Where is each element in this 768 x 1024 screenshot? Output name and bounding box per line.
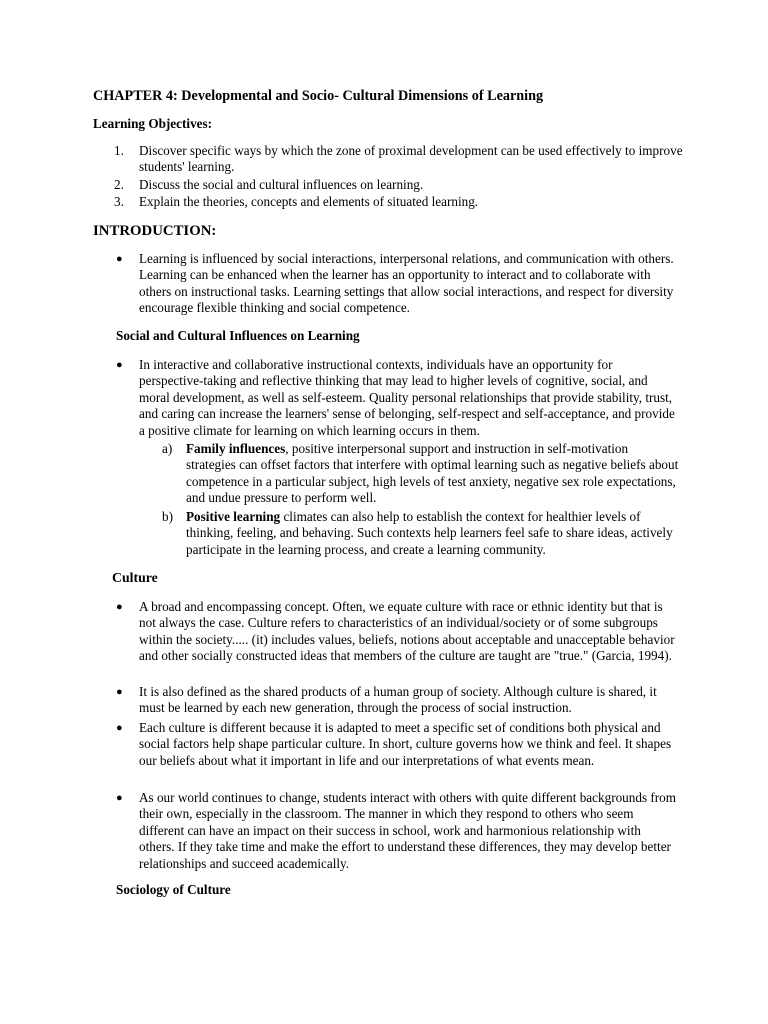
sub-item-bold: Positive learning (186, 509, 281, 524)
objectives-heading: Learning Objectives: (93, 116, 213, 131)
list-item (93, 194, 693, 210)
culture-bullet-text: A broad and encompassing concept. Often, we equate culture with race or ethnic identity but that is not always the case. Culture refers to characteristics of an individual/society or of some subgroups within the society..... (it) includes values, beliefs, notions about acceptable and unacceptable behavior and other socially constructed ideas that members of the culture are taught are "true." (Garcia, 1994). (139, 599, 675, 664)
introduction-heading: INTRODUCTION: (93, 223, 217, 239)
bullet-icon: ● (116, 792, 123, 804)
list-number: 3. (114, 194, 124, 210)
sub-item-label: b) (162, 509, 173, 524)
list-item-text: Discover specific ways by which the zone of proximal development can be used effectively to improve students' learning. (139, 143, 683, 175)
culture-heading: Culture (112, 570, 158, 585)
list-item-text: Discuss the social and cultural influences on learning. (139, 176, 424, 192)
culture-bullet (116, 599, 679, 665)
sub-item-text: climates can also help to establish the context for healthier levels of thinking, feeling, and behaving. Such contexts help learners feel safe to share ideas, actively participate in the learning process, and create a learning community. (186, 509, 673, 557)
sub-item-text: , positive interpersonal support and instruction in self-motivation strategies can offset factors that interfere with optimal learning such as negative beliefs about competence in a particular subject, high levels of test anxiety, negative sex role expectations, and undue pressure to perform well. (186, 441, 679, 506)
social-cultural-bullet (116, 357, 679, 439)
culture-bullet (116, 684, 679, 717)
sub-item-label: a) (162, 441, 173, 456)
sub-item-bold: Family influences (186, 441, 286, 456)
list-item (93, 177, 693, 193)
social-cultural-bullet-text: In interactive and collaborative instructional contexts, individuals have an opportunity for perspective-taking and reflective thinking that may lead to higher levels of cognitive, social, and moral development, as well as self-esteem. Quality personal relationships that provide stability, trust, and caring can increase the learners' sense of belonging, self-respect and self-acceptance, and provide a positive climate for learning on which learning occurs in them. (139, 357, 675, 438)
list-item (93, 143, 693, 176)
sub-item-family (162, 441, 680, 507)
culture-bullet (116, 720, 679, 769)
culture-bullet-text: Each culture is different because it is adapted to meet a specific set of conditions both physical and social factors help shape particular culture. In short, culture governs how we think and feel. It shapes our beliefs about what it important in life and our interpretations of what events mean. (139, 720, 672, 768)
sub-item-positive (162, 509, 680, 558)
social-cultural-heading: Social and Cultural Influences on Learning (116, 328, 360, 343)
bullet-icon: ● (116, 359, 123, 371)
list-number: 1. (114, 143, 124, 158)
bullet-icon: ● (116, 253, 123, 265)
bullet-icon: ● (116, 601, 123, 613)
chapter-title: CHAPTER 4: Developmental and Socio- Cultural Dimensions of Learning (93, 88, 544, 104)
objectives-list (93, 143, 693, 212)
list-item-text: Explain the theories, concepts and elements of situated learning. (139, 194, 479, 210)
culture-bullet-text: It is also defined as the shared products of a human group of society. Although culture is shared, it must be learned by each new generation, through the process of social instruction. (139, 684, 657, 716)
bullet-icon: ● (116, 722, 123, 734)
culture-bullet-text: As our world continues to change, students interact with others with quite different backgrounds from their own, especially in the classroom. The manner in which they respond to others who seem different can have an impact on their success in school, work and harmonious relationship with others. If they take time and make the effort to understand these differences, they may develop better relationships and succeed academically. (139, 790, 677, 871)
intro-bullet-text: Learning is influenced by social interactions, interpersonal relations, and communication with others. Learning can be enhanced when the learner has an opportunity to interact and to collaborate with others on instructional tasks. Learning settings that allow social interactions, and respect for diversity encourage flexible thinking and social competence. (139, 251, 674, 316)
intro-bullet (116, 251, 679, 317)
culture-bullet (116, 790, 679, 872)
sociology-heading: Sociology of Culture (116, 882, 231, 897)
bullet-icon: ● (116, 686, 123, 698)
list-number: 2. (114, 176, 124, 192)
